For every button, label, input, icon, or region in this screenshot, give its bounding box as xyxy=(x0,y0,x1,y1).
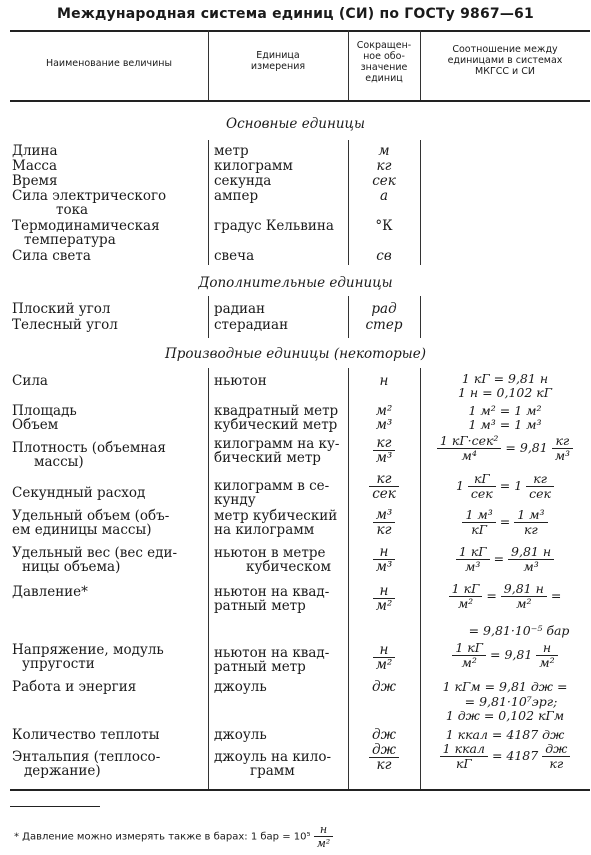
row-unit: секунда xyxy=(214,173,272,189)
row-name: Плотность (объемная массы) xyxy=(12,440,166,470)
row-abbr: дж xyxy=(372,679,396,695)
header-quantity-name: Наименование величины xyxy=(45,58,173,69)
row-abbr: $\frac{кг}{\text{сек}}$ xyxy=(350,472,418,501)
row-relation-cont: = 9,81·10⁻⁵ бар xyxy=(468,623,570,638)
column-divider xyxy=(208,368,209,789)
row-unit: свеча xyxy=(214,248,255,264)
row-name: Работа и энергия xyxy=(12,679,137,695)
row-abbr: н xyxy=(379,373,389,389)
row-unit: квадратный метр xyxy=(214,403,339,419)
section-additional-units: Дополнительные единицы xyxy=(198,275,393,291)
row-unit: ньютон в метре кубическом xyxy=(214,545,332,575)
row-abbr: кг xyxy=(376,158,392,174)
row-unit: градус Кельвина xyxy=(214,218,334,234)
row-name: Сила света xyxy=(12,248,91,264)
row-abbr: м xyxy=(378,143,390,159)
column-divider xyxy=(208,140,209,265)
row-abbr: $\frac{кг}{\text{м³}}$ xyxy=(350,436,418,465)
footnote: * Давление можно измерять также в барах: 1 бар = 10⁵ $\frac{н}{\text{м²}}$ xyxy=(14,823,333,850)
row-name: Давление* xyxy=(12,584,88,600)
row-abbr: св xyxy=(376,248,392,264)
row-relation: 1 кГм = 9,81 дж = = 9,81·10⁷эрг; 1 дж = 0,102 кГм xyxy=(442,679,568,723)
table-bottom-rule xyxy=(10,789,590,791)
row-relation: $\frac{\text{1 ккал}}{кГ}$ = 4187 $\frac{дж}{кг}$ xyxy=(422,742,588,771)
row-unit: джоуль xyxy=(214,679,267,695)
header-abbreviation: Сокращен- ное обо- значение единиц xyxy=(356,40,412,84)
row-name: Удельный объем (объ- ем единицы массы) xyxy=(12,508,170,538)
row-relation: $\frac{\text{1 кГ·сек²}}{\text{м⁴}}$ = 9,81 $\frac{кг}{\text{м³}}$ xyxy=(422,434,588,463)
row-unit: ампер xyxy=(214,188,259,204)
row-unit: килограмм в се- кунду xyxy=(214,478,330,508)
row-abbr: стер xyxy=(365,317,403,333)
row-unit: стерадиан xyxy=(214,317,289,333)
row-name: Напряжение, модуль упругости xyxy=(12,642,164,672)
row-relation: $\frac{1 кГ}{\text{м²}}$ = 9,81 $\frac{н}{\text{м²}}$ xyxy=(422,641,588,670)
row-relation: $\frac{\text{1 м³}}{кГ}$ = $\frac{\text{1 м³}}{кг}$ xyxy=(422,508,588,537)
row-name: Площадь xyxy=(12,403,77,419)
row-relation: 1 м² = 1 м² xyxy=(468,403,542,418)
row-unit: ньютон xyxy=(214,373,267,389)
row-unit: килограмм xyxy=(214,158,293,174)
row-unit: ньютон на квад- ратный метр xyxy=(214,645,330,675)
row-unit: кубический метр xyxy=(214,417,338,433)
row-name: Энтальпия (теплосо- держание) xyxy=(12,749,161,779)
row-abbr: рад xyxy=(371,301,397,317)
row-abbr: $\frac{дж}{кг}$ xyxy=(350,743,418,772)
page-title: Международная система единиц (СИ) по ГОСТу 9867—61 xyxy=(57,6,534,22)
column-divider xyxy=(420,296,421,338)
top-rule xyxy=(10,30,590,32)
row-abbr: а xyxy=(379,188,389,204)
section-derived-units: Производные единицы (некоторые) xyxy=(164,346,426,362)
column-divider xyxy=(208,296,209,338)
row-relation: 1 $\frac{кГ}{\text{сек}}$ = 1 $\frac{кг}{\text{сек}}$ xyxy=(422,472,588,501)
row-relation: $\frac{1 кГ}{\text{м³}}$ = $\frac{9,81 н}{\text{м³}}$ xyxy=(422,545,588,574)
row-abbr: дж xyxy=(372,727,396,743)
row-relation: $\frac{1 кГ}{\text{м²}}$ = $\frac{9,81 н}{\text{м²}}$ = xyxy=(422,582,588,611)
section-basic-units: Основные единицы xyxy=(226,116,365,132)
row-relation: 1 м³ = 1 м³ xyxy=(468,417,542,432)
row-unit: килограмм на ку- бический метр xyxy=(214,436,340,466)
header-relation: Соотношение между единицами в системах МКГСС и СИ xyxy=(447,44,563,77)
row-name: Время xyxy=(12,173,58,189)
row-abbr: м³ xyxy=(375,417,393,433)
row-relation: 1 кГ = 9,81 н 1 н = 0,102 кГ xyxy=(457,371,553,400)
row-name: Длина xyxy=(12,143,58,159)
row-abbr: м² xyxy=(375,403,393,419)
row-name: Масса xyxy=(12,158,58,174)
row-relation: 1 ккал = 4187 дж xyxy=(445,727,565,742)
row-abbr: $\frac{н}{\text{м³}}$ xyxy=(350,545,418,574)
row-name: Сила xyxy=(12,373,48,389)
row-name: Удельный вес (вес еди- ницы объема) xyxy=(12,545,178,575)
footnote-rule xyxy=(10,806,100,807)
row-unit: джоуль xyxy=(214,727,267,743)
header-bottom-rule xyxy=(10,100,590,102)
column-divider xyxy=(420,140,421,265)
row-unit: метр xyxy=(214,143,249,159)
row-name: Количество теплоты xyxy=(12,727,160,743)
row-name: Объем xyxy=(12,417,59,433)
row-unit: ньютон на квад- ратный метр xyxy=(214,584,330,614)
row-name: Плоский угол xyxy=(12,301,111,317)
row-abbr: $\frac{\text{м³}}{кг}$ xyxy=(350,508,418,537)
row-unit: джоуль на кило- грамм xyxy=(214,749,332,779)
row-abbr: °К xyxy=(375,218,393,234)
row-abbr: сек xyxy=(372,173,396,189)
row-abbr: $\frac{н}{\text{м²}}$ xyxy=(350,584,418,613)
row-unit: радиан xyxy=(214,301,266,317)
row-name: Секундный расход xyxy=(12,485,146,501)
row-name: Телесный угол xyxy=(12,317,118,333)
row-abbr: $\frac{н}{\text{м²}}$ xyxy=(350,643,418,672)
row-unit: метр кубический на килограмм xyxy=(214,508,338,538)
header-unit: Единица измерения xyxy=(250,50,306,72)
row-name: Термодинамическая температура xyxy=(12,218,160,248)
row-name: Сила электрического тока xyxy=(12,188,167,218)
